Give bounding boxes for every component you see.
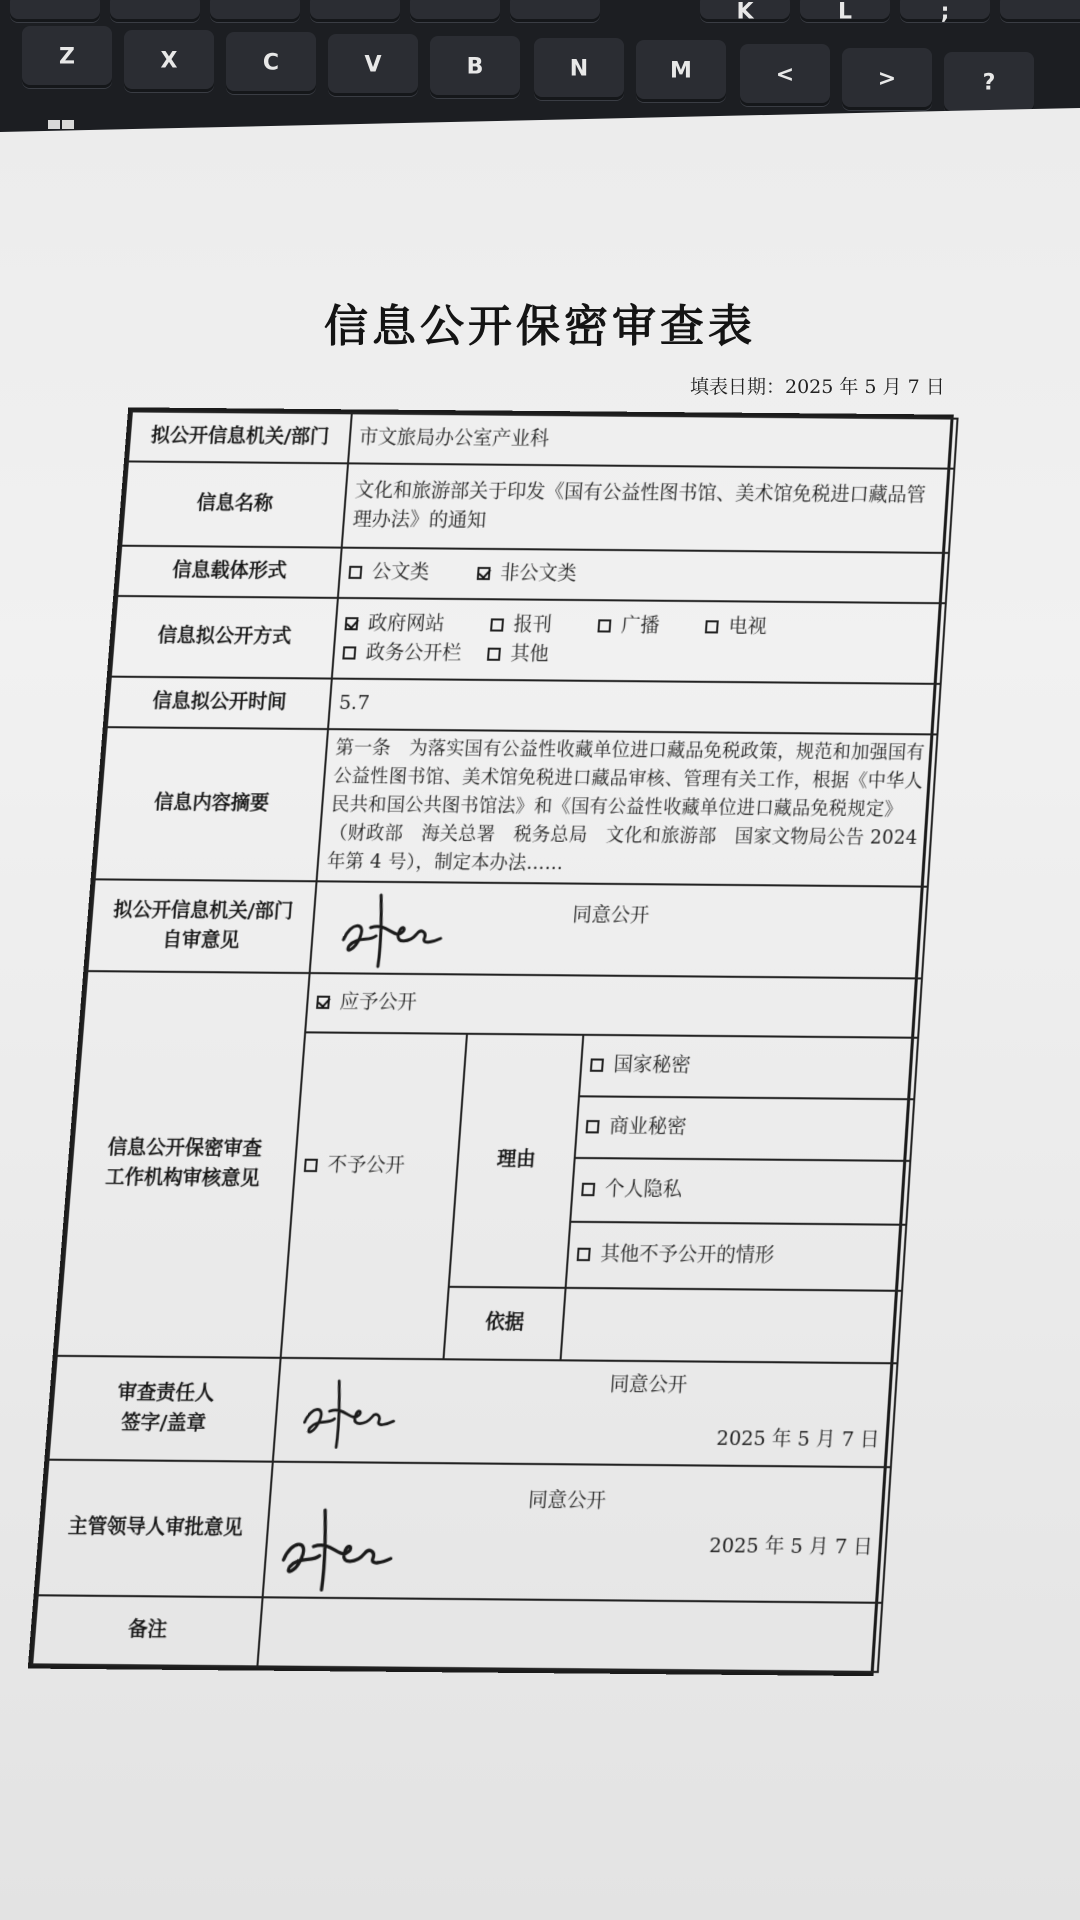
reviewer-cell (273, 1358, 561, 1464)
basis-label: 依据 (443, 1287, 565, 1360)
signature-image (295, 1367, 403, 1455)
should-open-option[interactable] (305, 973, 922, 1038)
checkbox-unchecked-icon (577, 1248, 591, 1262)
option-label: 政府网站 (367, 611, 446, 635)
key-v: V (328, 34, 418, 96)
reviewer-label-line-2: 签字/盖章 (120, 1411, 207, 1436)
name-label: 信息名称 (121, 461, 348, 547)
reason-label-text: 其他不予公开的情形 (599, 1242, 775, 1268)
signature-image (333, 887, 450, 970)
row-reviewer (48, 1356, 897, 1467)
reason-label-text: 个人隐私 (604, 1178, 683, 1202)
remarks-label: 备注 (32, 1595, 262, 1666)
method-option-newspaper[interactable] (490, 610, 553, 640)
checkbox-unchecked-icon (598, 619, 612, 632)
key-less-than: < (740, 44, 830, 106)
key-question: ? (944, 52, 1034, 114)
remarks-value[interactable] (257, 1597, 882, 1672)
key-c: C (226, 32, 316, 94)
not-open-label: 不予公开 (326, 1153, 406, 1178)
self-review-label (87, 879, 316, 973)
reviewer-opinion: 同意公开 (608, 1373, 688, 1397)
row-time (107, 677, 941, 735)
method-option-bulletin[interactable] (342, 638, 463, 669)
basis-value[interactable] (561, 1288, 903, 1363)
key-m: M (636, 40, 726, 102)
key (210, 0, 300, 22)
document-title: 信息公开保密审查表 (324, 301, 756, 352)
signature-image (272, 1498, 402, 1595)
reviewer-label (48, 1356, 280, 1462)
checkbox-unchecked-icon (705, 620, 719, 633)
self-review-label-line-2: 自审意见 (161, 928, 241, 952)
key-z: Z (22, 26, 112, 88)
key-semicolon: ; (900, 0, 990, 22)
key (10, 0, 100, 22)
method-option-other[interactable] (486, 640, 549, 670)
review-table (31, 410, 959, 1673)
self-review-label-line-1: 拟公开信息机关/部门 (112, 898, 294, 923)
review-label-line-2: 工作机构审核意见 (104, 1166, 261, 1191)
checkbox-unchecked-icon (487, 648, 501, 661)
key (1000, 0, 1080, 22)
row-should-open (83, 971, 922, 1038)
key-x: X (124, 30, 214, 92)
fill-date: 填表日期：2025 年 5 月 7 日 (690, 376, 945, 398)
key-greater-than: > (842, 48, 932, 110)
checkbox-unchecked-icon (586, 1120, 600, 1133)
key (310, 0, 400, 22)
checkbox-unchecked-icon (590, 1059, 604, 1072)
key-n: N (534, 38, 624, 100)
review-label (57, 971, 310, 1358)
leader-date: 2025 年 5 月 7 日 (708, 1534, 874, 1559)
key-l: L (800, 0, 890, 22)
not-open-option[interactable] (281, 1032, 467, 1359)
summary-value: 第一条 为落实国有公益性收藏单位进口藏品免税政策，规范和加强国有公益性图书馆、美术馆免税进口藏品审核、管理有关工作，根据《中华人民共和国公共图书馆法》和《国有公益性收藏单位进口藏品免税规定》（财政部 海关总署 税务总局 文化和旅游部 国家文物局公告 2024 年第 4 号），制定本办法…… (317, 729, 938, 887)
option-label: 政务公开栏 (365, 641, 463, 665)
reviewer-label-line-1: 审查责任人 (116, 1380, 216, 1405)
review-label-line-1: 信息公开保密审查 (106, 1135, 263, 1160)
self-review-opinion: 同意公开 (571, 903, 651, 928)
reason-label: 理由 (449, 1034, 584, 1288)
method-option-website[interactable] (344, 609, 446, 640)
reason-option-business-secret[interactable] (575, 1096, 915, 1161)
reason-label-text: 商业秘密 (608, 1115, 688, 1139)
reason-option-privacy[interactable] (570, 1158, 910, 1225)
row-leader (38, 1460, 891, 1603)
method-option-tv[interactable] (704, 612, 767, 642)
carrier-option-non-document[interactable] (476, 559, 577, 589)
key (410, 0, 500, 22)
checkbox-unchecked-icon (490, 618, 504, 631)
self-review-cell (310, 881, 928, 978)
leader-cell (263, 1462, 891, 1603)
key-b: B (430, 36, 520, 98)
summary-label: 信息内容摘要 (95, 727, 328, 881)
option-label: 其他 (509, 642, 550, 666)
checkbox-unchecked-icon (581, 1183, 595, 1197)
key-k: K (700, 0, 790, 22)
row-remarks (32, 1595, 882, 1672)
row-org (128, 411, 958, 468)
leader-opinion: 同意公开 (527, 1488, 607, 1513)
reviewer-date: 2025 年 5 月 7 日 (715, 1426, 881, 1451)
org-label: 拟公开信息机关/部门 (128, 411, 352, 463)
reviewer-opinion-cell (553, 1360, 897, 1467)
method-options (332, 598, 946, 684)
row-self-review (87, 879, 927, 978)
checkbox-checked-icon (345, 617, 359, 630)
time-value: 5.7 (328, 679, 941, 735)
option-label: 非公文类 (499, 562, 578, 586)
time-label: 信息拟公开时间 (107, 677, 332, 729)
leader-label: 主管领导人审批意见 (38, 1460, 273, 1598)
key (110, 0, 200, 22)
key (510, 0, 600, 22)
org-value: 市文旅局办公室产业科 (348, 413, 958, 468)
carrier-options (338, 548, 949, 604)
option-label: 报刊 (512, 613, 553, 636)
name-value: 文化和旅游部关于印发《国有公益性图书馆、美术馆免税进口藏品管理办法》的通知 (342, 463, 955, 553)
carrier-label: 信息载体形式 (117, 546, 341, 598)
should-open-label: 应予公开 (338, 990, 418, 1015)
reason-option-other[interactable] (566, 1222, 907, 1291)
option-label: 广播 (620, 614, 661, 637)
carrier-option-document[interactable] (348, 558, 430, 588)
row-summary (95, 727, 938, 887)
checkbox-checked-icon (316, 996, 330, 1009)
method-label: 信息拟公开方式 (111, 596, 338, 679)
checkbox-unchecked-icon (348, 566, 362, 579)
checkbox-unchecked-icon (342, 646, 356, 659)
option-label: 公文类 (371, 561, 430, 584)
review-form (28, 407, 954, 1676)
reason-option-state-secret[interactable] (579, 1035, 918, 1099)
checkbox-checked-icon (477, 567, 491, 580)
row-name (121, 461, 954, 552)
row-carrier (117, 546, 949, 604)
checkbox-unchecked-icon (304, 1159, 318, 1172)
method-option-radio[interactable] (597, 611, 660, 641)
option-label: 电视 (727, 614, 768, 638)
row-method (111, 596, 946, 684)
reason-label-text: 国家秘密 (612, 1053, 692, 1078)
